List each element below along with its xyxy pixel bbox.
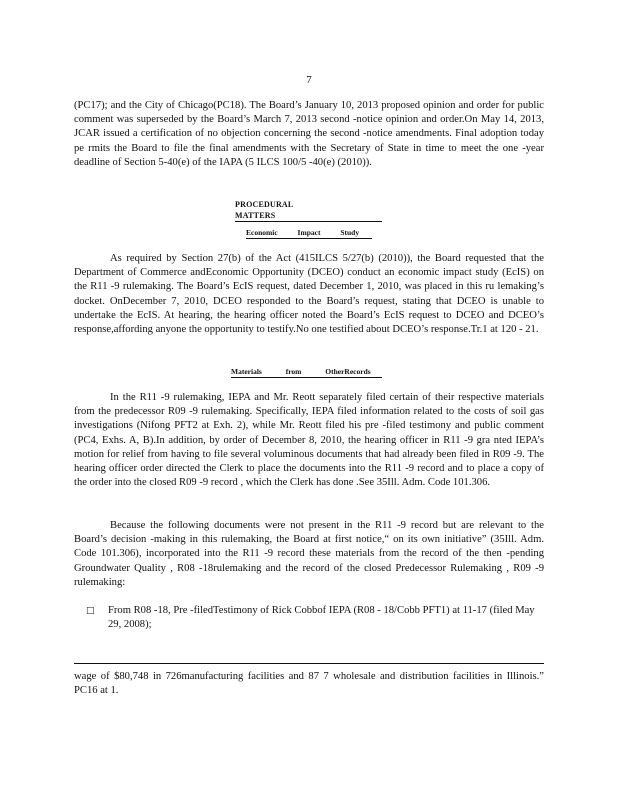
paragraph-incorporated-documents: Because the following documents were not present in the R11 -9 record but are relevant to the Board’s decision -making in this rulemaking, the Board at first notice,“ on its own initiative” (35Ill. Adm. Code 101.306), incorporated into the R11 -9 record these materials from the record of the then -pending Groundwater Quality , R08 -18rulemaking and the record of the closed Predecessor Rulemaking , R09 -9 rulemaking: [74, 520, 544, 588]
list-item-text: From R08 -18, Pre -filedTestimony of Rick Cobbof IEPA (R08 - 18/Cobb PFT1) at 11-17 (filed May 29, 2008); [108, 605, 535, 631]
heading-materials-from-other-records: Materials from OtherRecords [231, 367, 382, 378]
list-item [86, 604, 544, 632]
bullet-icon: □ [86, 606, 95, 616]
footnote-divider [74, 663, 544, 664]
paragraph-materials: In the R11 -9 rulemaking, IEPA and Mr. Reott separately filed certain of their respective materials from the predecessor R09 -9 rulemaking. Specifically, IEPA filed information related to the costs of soil gas investigations (Nifong PFT2 at Exh. 2), while Mr. Reott filed his pre -filed testimony and public comment (PC4, Exhs. A, B).In addition, by order of December 8, 2010, the hearing officer in R11 -9 gra nted IEPA’s motion for relief from having to file several voluminous documents that had already been filed in R09 -9. The hearing officer order directed the Clerk to place the documents into the R11 -9 record and to place a copy of the order into the closed R09 -9 record , which the Clerk has done .See 35Ill. Adm. Code 101.306. [74, 392, 544, 489]
page-number: 7 [306, 74, 312, 86]
footnote-text: wage of $80,748 in 726manufacturing facilities and 87 7 wholesale and distribution facilities in Illinois.” PC16 at 1. [74, 671, 544, 697]
heading-economic-impact-study: Economic Impact Study [246, 228, 372, 239]
paragraph-public-comments: (PC17); and the City of Chicago(PC18). The Board’s January 10, 2013 proposed opinion and order for public comment was superseded by the Board’s March 7, 2013 second -notice opinion and order.On May 14, 2013, JCAR issued a certification of no objection concerning the second -notice amendments. Final adoption today pe rmits the Board to file the final amendments with the Secretary of State in time to meet the one -year deadline of Section 5-40(e) of the IAPA (5 ILCS 100/5 -40(e) (2010)). [74, 100, 544, 168]
paragraph-economic-impact: As required by Section 27(b) of the Act (415ILCS 5/27(b) (2010)), the Board requested that the Department of Commerce andEconomic Opportunity (DCEO) conduct an economic impact study (EcIS) on the R11 -9 rulemaking. The Board’s EcIS request, dated December 1, 2010, was placed in this ru lemaking’s docket. OnDecember 7, 2010, DCEO responded to the Board’s request, stating that DCEO is unable to undertake the EcIS. At hearing, the hearing officer noted the Board’s EcIS request to DCEO and DCEO’s response,affording anyone the opportunity to testify.No one testified about DCEO’s response.Tr.1 at 120 - 21. [74, 253, 544, 336]
heading-procedural-matters: PROCEDURAL MATTERS [235, 199, 382, 222]
